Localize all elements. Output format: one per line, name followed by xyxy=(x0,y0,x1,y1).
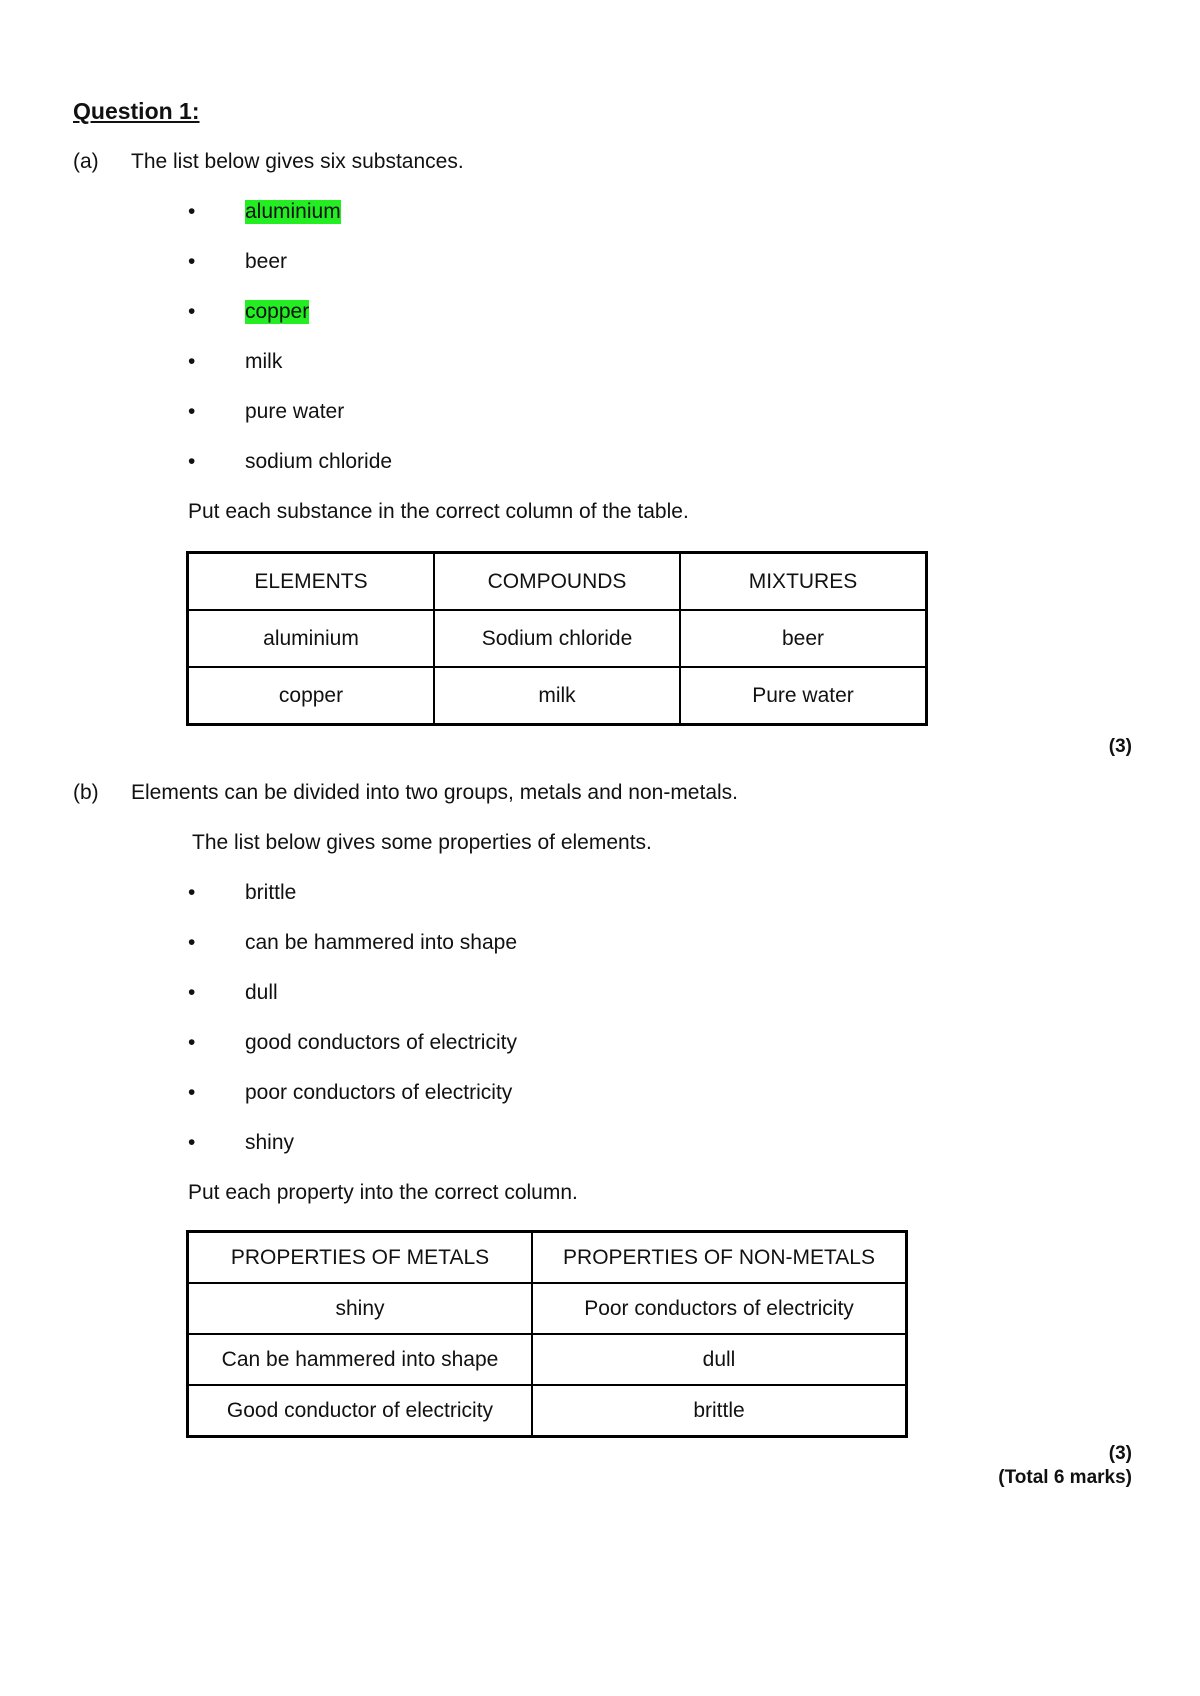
substance-beer: beer xyxy=(245,250,288,273)
part-b-label: (b) xyxy=(73,781,99,804)
table-header-row xyxy=(188,553,927,611)
table-cell[interactable]: Good conductor of electricity xyxy=(188,1385,533,1437)
property-item: good conductors of electricity xyxy=(245,1031,517,1054)
substances-table xyxy=(186,551,928,726)
table-row xyxy=(188,667,927,725)
table-cell[interactable]: copper xyxy=(188,667,435,725)
part-a-marks: (3) xyxy=(1108,736,1132,757)
bullet-icon: • xyxy=(188,350,196,373)
substance-aluminium: aluminium xyxy=(245,200,341,223)
substance-milk: milk xyxy=(245,350,283,373)
bullet-icon: • xyxy=(188,1081,196,1104)
header-compounds: COMPOUNDS xyxy=(434,553,680,611)
table-row xyxy=(188,610,927,667)
bullet-icon: • xyxy=(188,250,196,273)
bullet-icon: • xyxy=(188,300,196,323)
bullet-icon: • xyxy=(188,1131,196,1154)
table-cell[interactable]: beer xyxy=(680,610,927,667)
bullet-icon: • xyxy=(188,881,196,904)
table-row xyxy=(188,1283,907,1334)
property-item: can be hammered into shape xyxy=(245,931,518,954)
table-row xyxy=(188,1385,907,1437)
bullet-icon: • xyxy=(188,450,196,473)
table-cell[interactable]: dull xyxy=(532,1334,907,1385)
question-title: Question 1: xyxy=(73,98,200,124)
bullet-icon: • xyxy=(188,981,196,1004)
property-item: poor conductors of electricity xyxy=(245,1081,513,1104)
header-mixtures: MIXTURES xyxy=(680,553,927,611)
table-row xyxy=(188,1334,907,1385)
properties-table xyxy=(186,1230,908,1438)
part-a-instruction: Put each substance in the correct column of the table. xyxy=(188,500,689,523)
part-a-intro: The list below gives six substances. xyxy=(131,150,464,173)
header-non-metals: PROPERTIES OF NON-METALS xyxy=(532,1232,907,1284)
header-metals: PROPERTIES OF METALS xyxy=(188,1232,533,1284)
property-item: brittle xyxy=(245,881,297,904)
table-cell[interactable]: shiny xyxy=(188,1283,533,1334)
table-cell[interactable]: Poor conductors of electricity xyxy=(532,1283,907,1334)
table-cell[interactable]: aluminium xyxy=(188,610,435,667)
table-cell[interactable]: Pure water xyxy=(680,667,927,725)
table-header-row xyxy=(188,1232,907,1284)
part-b-instruction: Put each property into the correct column. xyxy=(188,1181,578,1204)
part-a-label: (a) xyxy=(73,150,99,173)
part-b-subintro: The list below gives some properties of elements. xyxy=(192,831,652,854)
table-cell[interactable]: Sodium chloride xyxy=(434,610,680,667)
substance-sodium-chloride: sodium chloride xyxy=(245,450,393,473)
table-cell[interactable]: brittle xyxy=(532,1385,907,1437)
substance-pure-water: pure water xyxy=(245,400,345,423)
part-b-marks: (3) xyxy=(1108,1443,1132,1464)
property-item: dull xyxy=(245,981,278,1004)
bullet-icon: • xyxy=(188,200,196,223)
bullet-icon: • xyxy=(188,931,196,954)
bullet-icon: • xyxy=(188,400,196,423)
part-b-intro: Elements can be divided into two groups, metals and non-metals. xyxy=(131,781,739,804)
property-item: shiny xyxy=(245,1131,295,1154)
substance-copper: copper xyxy=(245,300,310,323)
table-cell[interactable]: Can be hammered into shape xyxy=(188,1334,533,1385)
bullet-icon: • xyxy=(188,1031,196,1054)
header-elements: ELEMENTS xyxy=(188,553,435,611)
total-marks: (Total 6 marks) xyxy=(998,1467,1132,1488)
table-cell[interactable]: milk xyxy=(434,667,680,725)
